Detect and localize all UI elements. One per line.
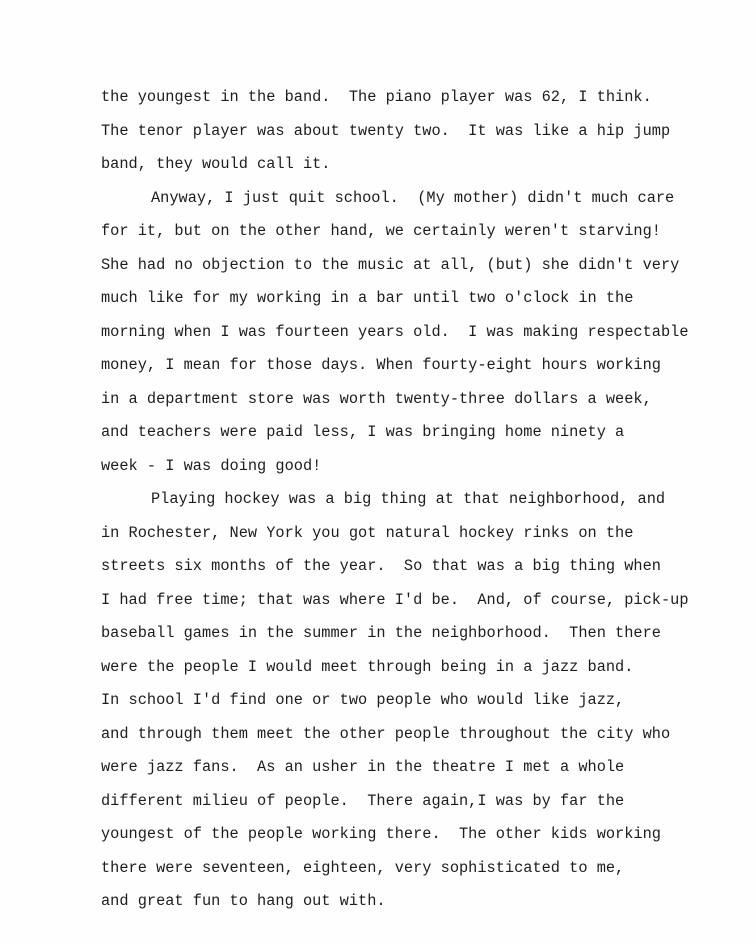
- text-line: youngest of the people working there. The other kids working: [101, 825, 661, 843]
- text-line: in a department store was worth twenty-three dollars a week,: [101, 389, 652, 408]
- text-line: different milieu of people. There again,I was by far the: [101, 791, 625, 810]
- text-line: In school I'd find one or two people who would like jazz,: [101, 691, 625, 709]
- paragraph-first-line: Playing hockey was a big thing at that neighborhood, and: [151, 490, 666, 508]
- text-line: morning when I was fourteen years old. I was making respectable: [101, 322, 689, 341]
- text-line: and through them meet the other people throughout the city who: [101, 724, 671, 743]
- text-line: baseball games in the summer in the neighborhood. Then there: [101, 624, 661, 642]
- text-line: She had no objection to the music at all, (but) she didn't very: [101, 255, 680, 274]
- document-body-text: [101, 84, 751, 922]
- text-line: I had free time; that was where I'd be. And, of course, pick-up: [101, 590, 689, 609]
- text-line: and great fun to hang out with.: [101, 892, 386, 910]
- text-line: for it, but on the other hand, we certainly weren't starving!: [101, 222, 661, 240]
- text-line: there were seventeen, eighteen, very sophisticated to me,: [101, 858, 625, 877]
- text-line: money, I mean for those days. When fourty-eight hours working: [101, 356, 661, 374]
- text-line: much like for my working in a bar until two o'clock in the: [101, 289, 634, 307]
- text-line: the youngest in the band. The piano player was 62, I think.: [101, 88, 652, 106]
- text-line: were jazz fans. As an usher in the theatre I met a whole: [101, 758, 625, 776]
- text-line: band, they would call it.: [101, 155, 331, 173]
- text-line: streets six months of the year. So that was a big thing when: [101, 557, 661, 575]
- text-line: and teachers were paid less, I was bringing home ninety a: [101, 423, 625, 441]
- text-line: were the people I would meet through being in a jazz band.: [101, 657, 634, 676]
- paragraph-first-line: Anyway, I just quit school. (My mother) didn't much care: [151, 188, 675, 207]
- text-line: week - I was doing good!: [101, 456, 322, 475]
- text-line: The tenor player was about twenty two. It was like a hip jump: [101, 121, 671, 140]
- text-line: in Rochester, New York you got natural hockey rinks on the: [101, 523, 634, 542]
